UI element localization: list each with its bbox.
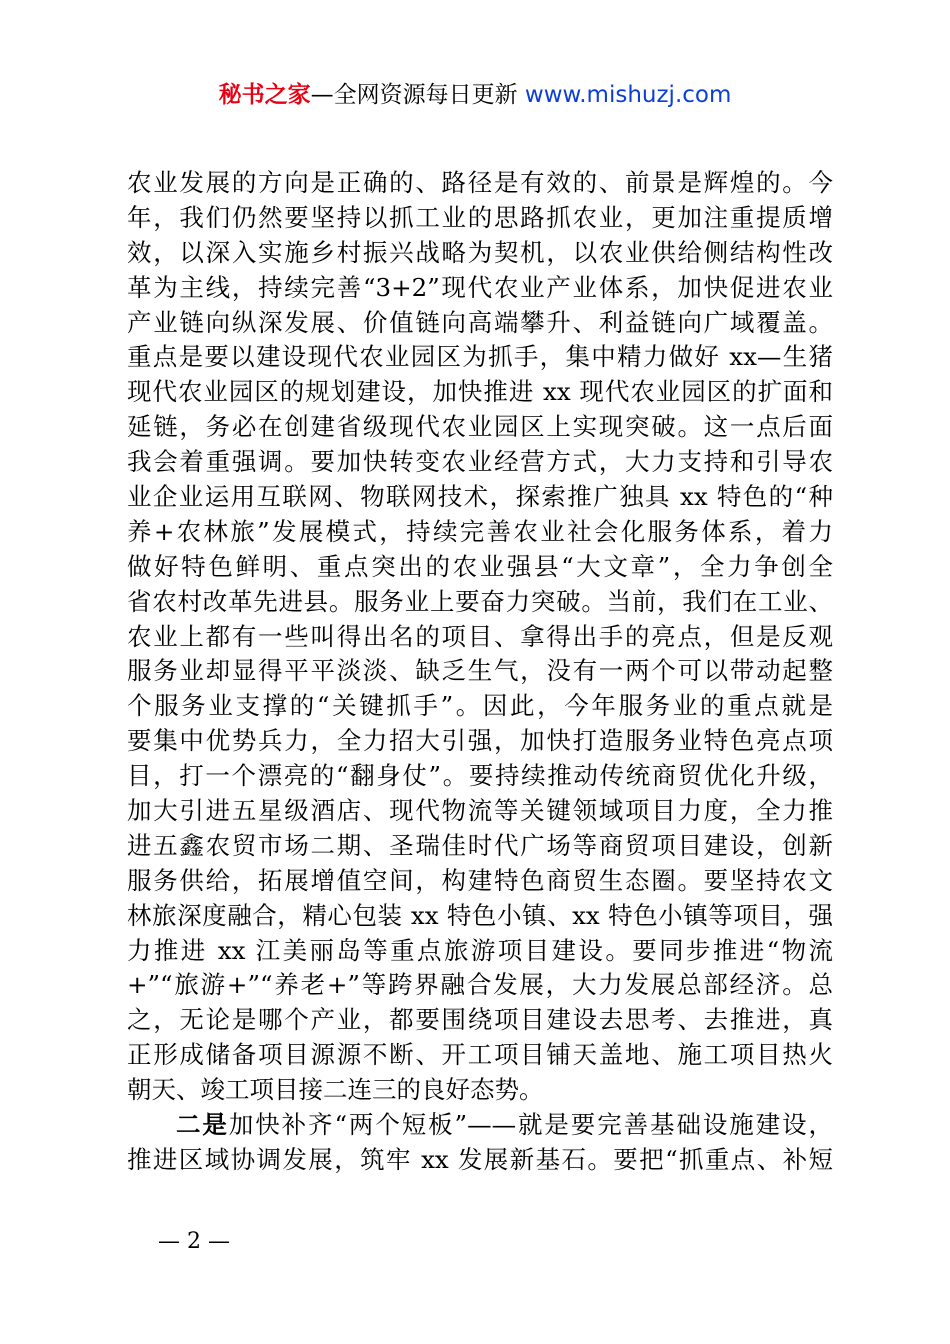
text-line: 要集中优势兵力，全力招大引强，加快打造服务业特色亮点项 [127, 726, 833, 756]
text-line: 省农村改革先进县。服务业上要奋力突破。当前，我们在工业、 [127, 586, 833, 616]
site-brand: 秘书之家 [218, 82, 311, 108]
text-line: 业企业运用互联网、物联网技术，探索推广独具 xx 特色的“种 [127, 482, 833, 512]
text-line: 加大引进五星级酒店、现代物流等关键领域项目力度，全力推 [127, 796, 833, 826]
text-line: 延链，务必在创建省级现代农业园区上实现突破。这一点后面 [127, 412, 833, 442]
text-line: 现代农业园区的规划建设，加快推进 xx 现代农业园区的扩面和 [127, 377, 833, 407]
document-body [127, 166, 833, 1178]
text-line: 做好特色鲜明、重点突出的农业强县“大文章”，全力争创全 [127, 551, 833, 581]
text-line: 力推进 xx 江美丽岛等重点旅游项目建设。要同步推进“物流 [127, 935, 833, 965]
text-line: 服务业却显得平平淡淡、缺乏生气，没有一两个可以带动起整 [127, 656, 833, 686]
text-line: 进五鑫农贸市场二期、圣瑞佳时代广场等商贸项目建设，创新 [127, 830, 833, 860]
paragraph-opening-line [127, 1108, 833, 1143]
text-line: 朝天、竣工项目接二连三的良好态势。 [127, 1075, 544, 1105]
text-line: 我会着重强调。要加快转变农业经营方式，大力支持和引导农 [127, 447, 833, 477]
text-line: 农业发展的方向是正确的、路径是有效的、前景是辉煌的。今 [127, 168, 833, 197]
text-line: 之，无论是哪个产业，都要围绕项目建设去思考、去推进，真 [127, 1005, 833, 1035]
text-line: 服务供给，拓展增值空间，构建特色商贸生态圈。要坚持农文 [127, 865, 833, 895]
text-line: 产业链向纵深发展、价值链向高端攀升、利益链向广域覆盖。 [127, 307, 833, 337]
text-line: 养+农林旅”发展模式，持续完善农业社会化服务体系，着力 [127, 516, 833, 546]
text-line: 革为主线，持续完善“3+2”现代农业产业体系，加快促进农业 [127, 272, 833, 302]
text-line: 推进区域协调发展，筑牢 xx 发展新基石。要把“抓重点、补短 [127, 1144, 833, 1174]
text-line: 个服务业支撑的“关键抓手”。因此，今年服务业的重点就是 [127, 691, 833, 721]
site-tagline: —全网资源每日更新 [310, 82, 525, 108]
text-line: 正形成储备项目源源不断、开工项目铺天盖地、施工项目热火 [127, 1040, 833, 1070]
text-line: +”“旅游+”“养老+”等跨界融合发展，大力发展总部经济。总 [127, 970, 833, 1000]
text-line: 目，打一个漂亮的“翻身仗”。要持续推动传统商贸优化升级， [127, 761, 833, 791]
site-header [0, 80, 950, 110]
text-line: 重点是要以建设现代农业园区为抓手，集中精力做好 xx—生猪 [127, 342, 833, 372]
text-line: 林旅深度融合，精心包装 xx 特色小镇、xx 特色小镇等项目，强 [127, 900, 833, 930]
text-line: 效，以深入实施乡村振兴战略为契机，以农业供给侧结构性改 [127, 237, 833, 267]
text-line: 农业上都有一些叫得出名的项目、拿得出手的亮点，但是反观 [127, 621, 833, 651]
paragraph-opening-text: 加快补齐“两个短板”——就是要完善基础设施建设， [228, 1110, 833, 1140]
text-line: 年，我们仍然要坚持以抓工业的思路抓农业，更加注重提质增 [127, 202, 833, 232]
site-url-link[interactable]: www.mishuzj.com [524, 82, 732, 108]
page-number: — 2 — [158, 1229, 230, 1254]
paragraph-lead: 二是 [176, 1110, 229, 1140]
